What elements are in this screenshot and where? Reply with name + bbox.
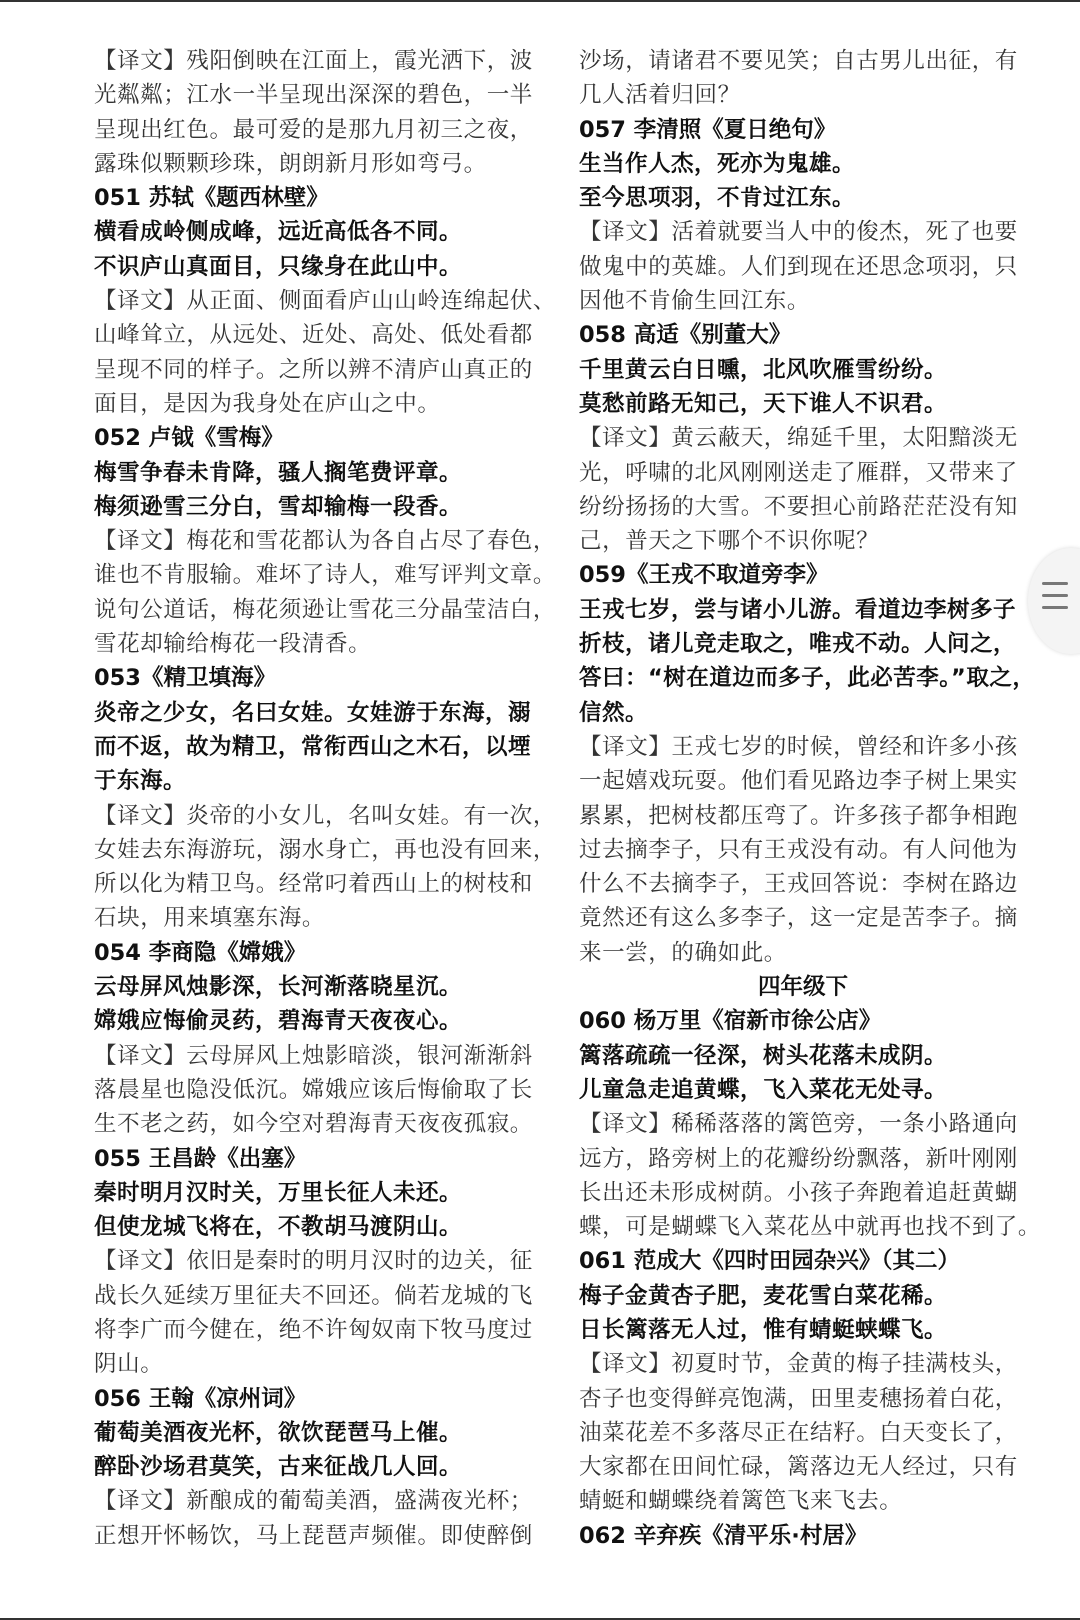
- translation-line: 【译文】稀稀落落的篱笆旁，一条小路通向: [579, 1111, 1018, 1138]
- translation-line: 来一尝，的确如此。: [579, 939, 787, 966]
- translation-line: 【译文】新酿成的葡萄美酒，盛满夜光杯；: [94, 1488, 533, 1515]
- translation-line: 光，呼啸的北风刚刚送走了雁群，又带来了: [579, 459, 1018, 486]
- translation-line: 油菜花差不多落尽正在结籽。白天变长了，: [579, 1419, 1018, 1446]
- right-text-column: [579, 44, 1042, 1553]
- translation-line: 所以化为精卫鸟。经常叼着西山上的树枝和: [94, 871, 533, 898]
- poem-verse-line: 梅子金黄杏子肥，麦花雪白菜花稀。: [579, 1282, 948, 1309]
- poem-verse-line: 梅雪争春未肯降，骚人搁笔费评章。: [94, 459, 463, 486]
- poem-verse-line: 千里黄云白日曛，北风吹雁雪纷纷。: [579, 356, 948, 383]
- translation-line: 沙场，请诸君不要见笑；自古男儿出征，有: [579, 48, 1018, 74]
- poem-verse-line: 篱落疏疏一径深，树头花落未成阴。: [579, 1042, 948, 1069]
- translation-line: 石块，用来填塞东海。: [94, 905, 326, 932]
- translation-line: 【译文】从正面、侧面看庐山山岭连绵起伏、: [94, 288, 557, 315]
- translation-line: 长出还未形成树荫。小孩子奔跑着追赶黄蝴: [579, 1179, 1018, 1206]
- translation-line: 【译文】活着就要当人中的俊杰，死了也要: [579, 219, 1018, 246]
- poem-verse-line: 答曰：“树在道边而多子，此必苦李。”取之，: [579, 665, 1036, 692]
- poem-heading: 060 杨万里《宿新市徐公店》: [579, 1008, 882, 1035]
- poem-verse-line: 秦时明月汉时关，万里长征人未还。: [94, 1179, 463, 1206]
- translation-line: 呈现不同的样子。之所以辨不清庐山真正的: [94, 356, 533, 383]
- translation-line: 什么不去摘李子，王戎回答说：李树在路边: [579, 871, 1018, 898]
- left-text-column: [94, 44, 557, 1553]
- grade-section-heading: 四年级下: [757, 974, 848, 1001]
- poem-heading: 052 卢钺《雪梅》: [94, 425, 284, 452]
- poem-verse-line: 嫦娥应悔偷灵药，碧海青天夜夜心。: [94, 1008, 463, 1035]
- poem-verse-line: 梅须逊雪三分白，雪却输梅一段香。: [94, 493, 463, 520]
- translation-line: 因他不肯偷生回江东。: [579, 288, 811, 315]
- poem-heading: 061 范成大《四时田园杂兴》（其二）: [579, 1248, 961, 1275]
- poem-heading: 054 李商隐《嫦娥》: [94, 939, 307, 966]
- translation-line: 光粼粼；江水一半呈现出深深的碧色，一半: [94, 82, 533, 109]
- translation-line: 女娃去东海游玩，溺水身亡，再也没有回来，: [94, 836, 557, 863]
- poem-verse-line: 王戎七岁，尝与诸小儿游。看道边李树多子: [579, 596, 1017, 623]
- poem-verse-line: 不识庐山真面目，只缘身在此山中。: [94, 253, 463, 280]
- poem-heading: 053《精卫填海》: [94, 665, 276, 692]
- poem-verse-line: 日长篱落无人过，惟有蜻蜓蛱蝶飞。: [579, 1316, 948, 1343]
- poem-heading: 051 苏轼《题西林壁》: [94, 185, 329, 212]
- hamburger-menu-icon: [1042, 582, 1068, 618]
- translation-line: 竟然还有这么多李子，这一定是苦李子。摘: [579, 905, 1018, 932]
- translation-line: 正想开怀畅饮，马上琵琶声频催。即使醉倒: [94, 1522, 533, 1549]
- poem-verse-line: 折枝，诸儿竞走取之，唯戎不动。人问之，: [579, 631, 1017, 658]
- translation-line: 累累，把树枝都压弯了。许多孩子都争相跑: [579, 802, 1018, 829]
- poem-verse-line: 生当作人杰，死亦为鬼雄。: [579, 150, 856, 177]
- translation-line: 杏子也变得鲜亮饱满，田里麦穗扬着白花，: [579, 1385, 1018, 1412]
- translation-line: 露珠似颗颗珍珠，朗朗新月形如弯弓。: [94, 150, 487, 177]
- poem-verse-line: 儿童急走追黄蝶，飞入菜花无处寻。: [579, 1076, 948, 1103]
- translation-line: 【译文】王戎七岁的时候，曾经和许多小孩: [579, 733, 1018, 760]
- translation-line: 己，普天之下哪个不识你呢？: [579, 528, 880, 555]
- translation-line: 过去摘李子，只有王戎没有动。有人问他为: [579, 836, 1018, 863]
- poem-verse-line: 云母屏风烛影深，长河渐落晓星沉。: [94, 974, 463, 1001]
- translation-line: 面目，是因为我身处在庐山之中。: [94, 390, 441, 417]
- poem-heading: 062 辛弃疾《清平乐·村居》: [579, 1522, 868, 1549]
- poem-verse-line: 横看成岭侧成峰，远近高低各不同。: [94, 219, 463, 246]
- translation-line: 【译文】残阳倒映在江面上，霞光洒下，波: [94, 48, 533, 74]
- translation-line: 【译文】初夏时节，金黄的梅子挂满枝头，: [579, 1351, 1018, 1378]
- translation-line: 战长久延续万里征夫不回还。倘若龙城的飞: [94, 1282, 533, 1309]
- poem-verse-line: 至今思项羽，不肯过江东。: [579, 185, 856, 212]
- translation-line: 蝶，可是蝴蝶飞入菜花丛中就再也找不到了。: [579, 1214, 1042, 1241]
- poem-heading: 059《王戎不取道旁李》: [579, 562, 829, 589]
- translation-line: 雪花却输给梅花一段清香。: [94, 631, 372, 658]
- translation-line: 生不老之药，如今空对碧海青天夜夜孤寂。: [94, 1111, 533, 1138]
- poem-verse-line: 葡萄美酒夜光杯，欲饮琵琶马上催。: [94, 1419, 463, 1446]
- poem-verse-line: 醉卧沙场君莫笑，古来征战几人回。: [94, 1454, 463, 1481]
- translation-line: 蜻蜓和蝴蝶绕着篱笆飞来飞去。: [579, 1488, 903, 1515]
- translation-line: 【译文】云母屏风上烛影暗淡，银河渐渐斜: [94, 1042, 533, 1069]
- translation-line: 将李广而今健在，绝不许匈奴南下牧马度过: [94, 1316, 533, 1343]
- translation-line: 落晨星也隐没低沉。嫦娥应该后悔偷取了长: [94, 1076, 533, 1103]
- translation-line: 纷纷扬扬的大雪。不要担心前路茫茫没有知: [579, 493, 1018, 520]
- poem-verse-line: 但使龙城飞将在，不教胡马渡阴山。: [94, 1214, 463, 1241]
- poem-heading: 057 李清照《夏日绝句》: [579, 116, 837, 143]
- poem-verse-line: 信然。: [579, 699, 649, 726]
- translation-line: 阴山。: [94, 1351, 164, 1378]
- translation-line: 山峰耸立，从远处、近处、高处、低处看都: [94, 322, 533, 349]
- translation-line: 说句公道话，梅花须逊让雪花三分晶莹洁白，: [94, 596, 557, 623]
- translation-line: 远方，路旁树上的花瓣纷纷飘落，新叶刚刚: [579, 1145, 1018, 1172]
- poem-verse-line: 炎帝之少女，名曰女娃。女娃游于东海，溺: [94, 699, 532, 726]
- poem-verse-line: 于东海。: [94, 768, 187, 795]
- poem-verse-line: 而不返，故为精卫，常衔西山之木石，以堙: [94, 733, 532, 760]
- poem-heading: 058 高适《别董大》: [579, 322, 792, 349]
- translation-line: 谁也不肯服输。难坏了诗人，难写评判文章。: [94, 562, 557, 589]
- translation-line: 呈现出红色。最可爱的是那九月初三之夜，: [94, 116, 533, 143]
- translation-line: 做鬼中的英雄。人们到现在还思念项羽，只: [579, 253, 1018, 280]
- poem-heading: 056 王翰《凉州词》: [94, 1385, 307, 1412]
- poem-heading: 055 王昌龄《出塞》: [94, 1145, 307, 1172]
- poem-verse-line: 莫愁前路无知己，天下谁人不识君。: [579, 390, 948, 417]
- translation-line: 大家都在田间忙碌，篱落边无人经过，只有: [579, 1454, 1018, 1481]
- translation-line: 【译文】依旧是秦时的明月汉时的边关，征: [94, 1248, 533, 1275]
- translation-line: 几人活着归回？: [579, 82, 741, 109]
- translation-line: 【译文】黄云蔽天，绵延千里，太阳黯淡无: [579, 425, 1018, 452]
- translation-line: 【译文】梅花和雪花都认为各自占尽了春色，: [94, 528, 557, 555]
- translation-line: 【译文】炎帝的小女儿，名叫女娃。有一次，: [94, 802, 557, 829]
- translation-line: 一起嬉戏玩耍。他们看见路边李子树上果实: [579, 768, 1018, 795]
